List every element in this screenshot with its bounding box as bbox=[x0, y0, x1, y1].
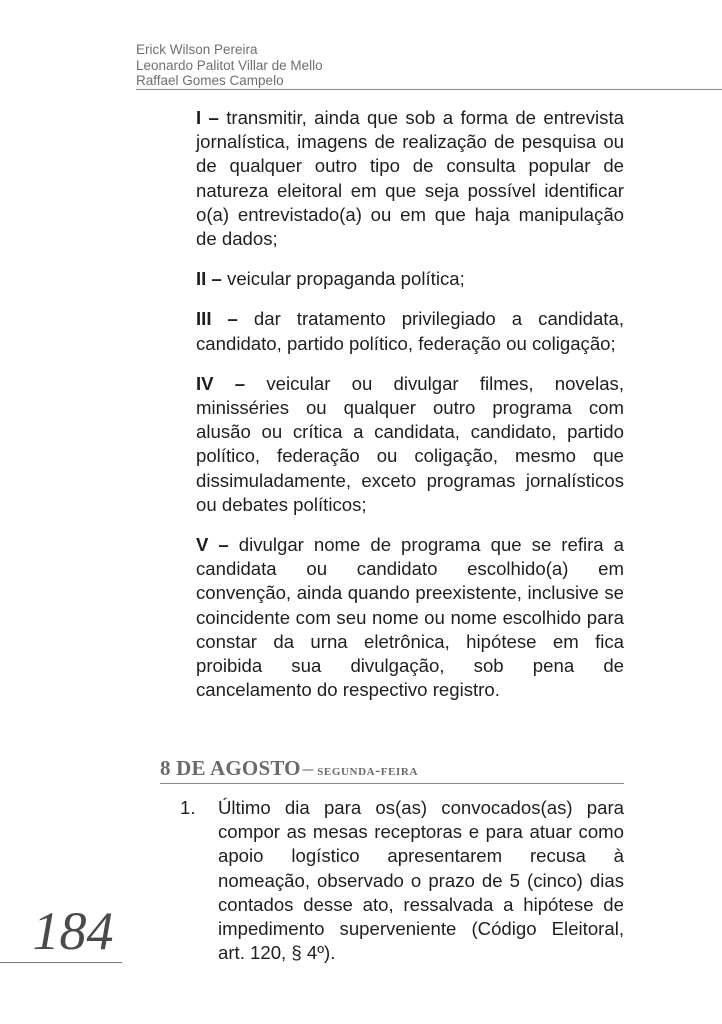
author-name: Leonardo Palitot Villar de Mello bbox=[136, 57, 323, 73]
numbered-list bbox=[180, 796, 624, 965]
list-item bbox=[180, 796, 624, 965]
item-text: dar tratamento privilegiado a candidata, candidato, partido político, federação ou coligação; bbox=[196, 308, 624, 354]
page-number: 184 bbox=[32, 901, 114, 961]
item-text: veicular ou divulgar filmes, novelas, minisséries ou qualquer outro programa com alusão ou crítica a candidata, candidato, partido político, federação ou coligação, mesmo que dissimuladamente, exceto programas jornalísticos ou debates políticos; bbox=[196, 372, 625, 515]
legal-item bbox=[196, 307, 624, 355]
legal-item bbox=[196, 267, 624, 291]
author-name: Raffael Gomes Campelo bbox=[136, 73, 284, 88]
page-number-rule bbox=[0, 962, 122, 963]
legal-item bbox=[196, 106, 624, 251]
list-item-number: 1. bbox=[180, 797, 196, 818]
item-number: II – bbox=[196, 268, 222, 290]
item-number: IV – bbox=[196, 372, 246, 394]
legal-item bbox=[196, 372, 624, 517]
legal-item bbox=[196, 533, 624, 702]
running-header-authors bbox=[136, 42, 323, 89]
item-text: divulgar nome de programa que se refira a candidata ou candidato escolhido(a) em convenção, ainda quando preexistente, inclusive se coincidente com seu nome ou nome escolhido para constar da urna eletrônica, hipótese em fica proibida sua divulgação, sob pena de cancelamento do respectivo registro. bbox=[196, 534, 624, 701]
item-text: veicular propaganda política; bbox=[227, 268, 465, 290]
section-date: 8 DE AGOSTO bbox=[160, 756, 301, 780]
section-heading bbox=[160, 756, 624, 784]
item-text: transmitir, ainda que sob a forma de entrevista jornalística, imagens de realização de pesquisa ou de qualquer outro tipo de consulta popular de natureza eleitoral em que seja possível identificar o(a) entrevistado(a) ou em que haja manipulação de dados; bbox=[196, 107, 624, 250]
author-name: Erick Wilson Pereira bbox=[136, 42, 258, 57]
list-item-text: Último dia para os(as) convocados(as) para compor as mesas receptoras e para atuar como apoio logístico apresentarem recusa à nomeação, observado o prazo de 5 (cinco) dias contados desse ato, ressalvada a hipótese de impedimento superveniente (Código Eleitoral, art. 120, § 4º). bbox=[218, 797, 624, 964]
item-number: V – bbox=[196, 534, 229, 556]
header-divider bbox=[136, 89, 722, 90]
item-number: III – bbox=[196, 308, 238, 330]
section-weekday: segunda-feira bbox=[317, 763, 419, 779]
section-dash: – bbox=[302, 756, 314, 780]
item-number: I – bbox=[196, 107, 219, 128]
legal-items-list bbox=[196, 106, 624, 718]
